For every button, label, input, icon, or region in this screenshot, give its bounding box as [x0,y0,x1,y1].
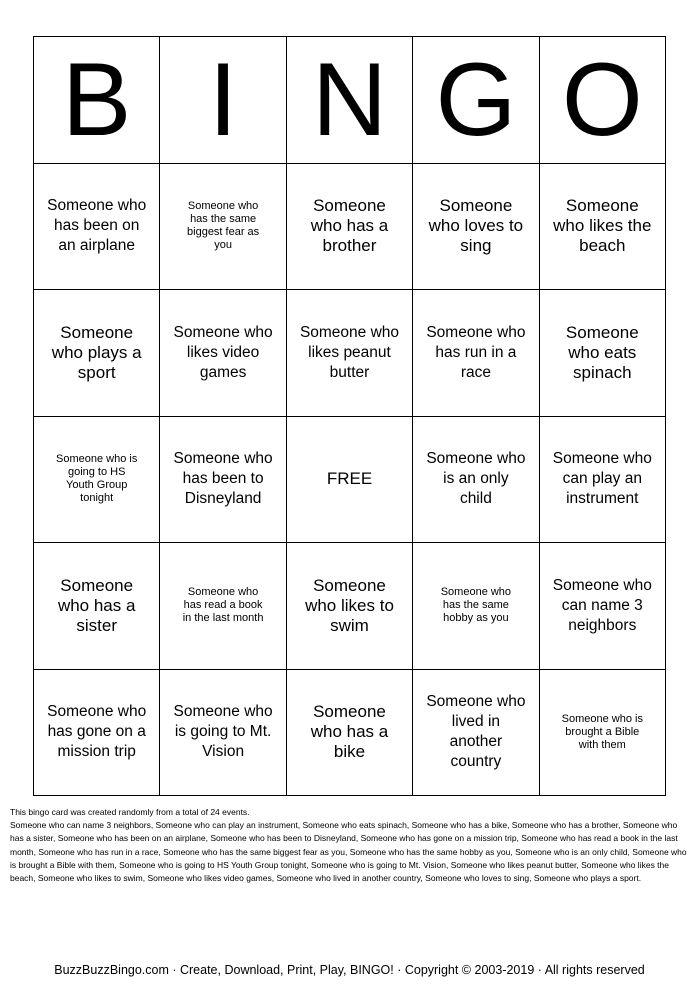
bingo-cell: Someone who plays a sport [34,290,160,417]
footer-copyright: BuzzBuzzBingo.com · Create, Download, Print, Play, BINGO! · Copyright © 2003-2019 · All rights reserved [54,963,645,977]
bingo-cell: Someone who likes video games [160,290,286,417]
bingo-cell: Someone who likes to swim [287,543,413,670]
bingo-cell: Someone who has been to Disneyland [160,417,286,544]
free-space: FREE [287,417,413,544]
header-b: B [34,37,160,164]
bingo-cell: Someone who has gone on a mission trip [34,670,160,797]
bingo-cell: Someone who has the same biggest fear as you [160,164,286,291]
bingo-cell: Someone who eats spinach [540,290,666,417]
bingo-cell: Someone who is going to HS Youth Group tonight [34,417,160,544]
bingo-cell: Someone who has a brother [287,164,413,291]
bingo-cell: Someone who lived in another country [413,670,539,797]
bingo-cell: Someone who can play an instrument [540,417,666,544]
bingo-cell: Someone who has been on an airplane [34,164,160,291]
note-events: Someone who can name 3 neighbors, Someone who can play an instrument, Someone who eats spinach, Someone who has a bike, Someone who has a brother, Someone who has a sister, Someone who has been on an airplane, Someone who has been to Disneyland, Someone who has gone on a mission trip, Someone who has read a book in the last month, Someone who has run in a race, Someone who has the same biggest fear as you, Someone who has the same hobby as you, Someone who is an only child, Someone who is brought a Bible with them, Someone who is going to HS Youth Group tonight, Someone who is going to Mt. Vision, Someone who likes peanut butter, Someone who likes the beach, Someone who likes to swim, Someone who likes video games, Someone who lived in another country, Someone who loves to sing, Someone who plays a sport. [10,820,687,884]
header-g: G [413,37,539,164]
header-n: N [287,37,413,164]
bingo-cell: Someone who likes peanut butter [287,290,413,417]
bingo-cell: Someone who has run in a race [413,290,539,417]
event-list-note [10,806,690,885]
bingo-cell: Someone who has a bike [287,670,413,797]
bingo-cell: Someone who has read a book in the last month [160,543,286,670]
header-i: I [160,37,286,164]
bingo-cell: Someone who loves to sing [413,164,539,291]
bingo-cell: Someone who likes the beach [540,164,666,291]
bingo-cell: Someone who is an only child [413,417,539,544]
header-o: O [540,37,666,164]
bingo-cell: Someone who has the same hobby as you [413,543,539,670]
bingo-cell: Someone who can name 3 neighbors [540,543,666,670]
bingo-cell: Someone who is going to Mt. Vision [160,670,286,797]
bingo-card [33,36,666,796]
bingo-cell: Someone who has a sister [34,543,160,670]
bingo-cell: Someone who is brought a Bible with them [540,670,666,797]
note-intro: This bingo card was created randomly from a total of 24 events. [10,807,250,817]
